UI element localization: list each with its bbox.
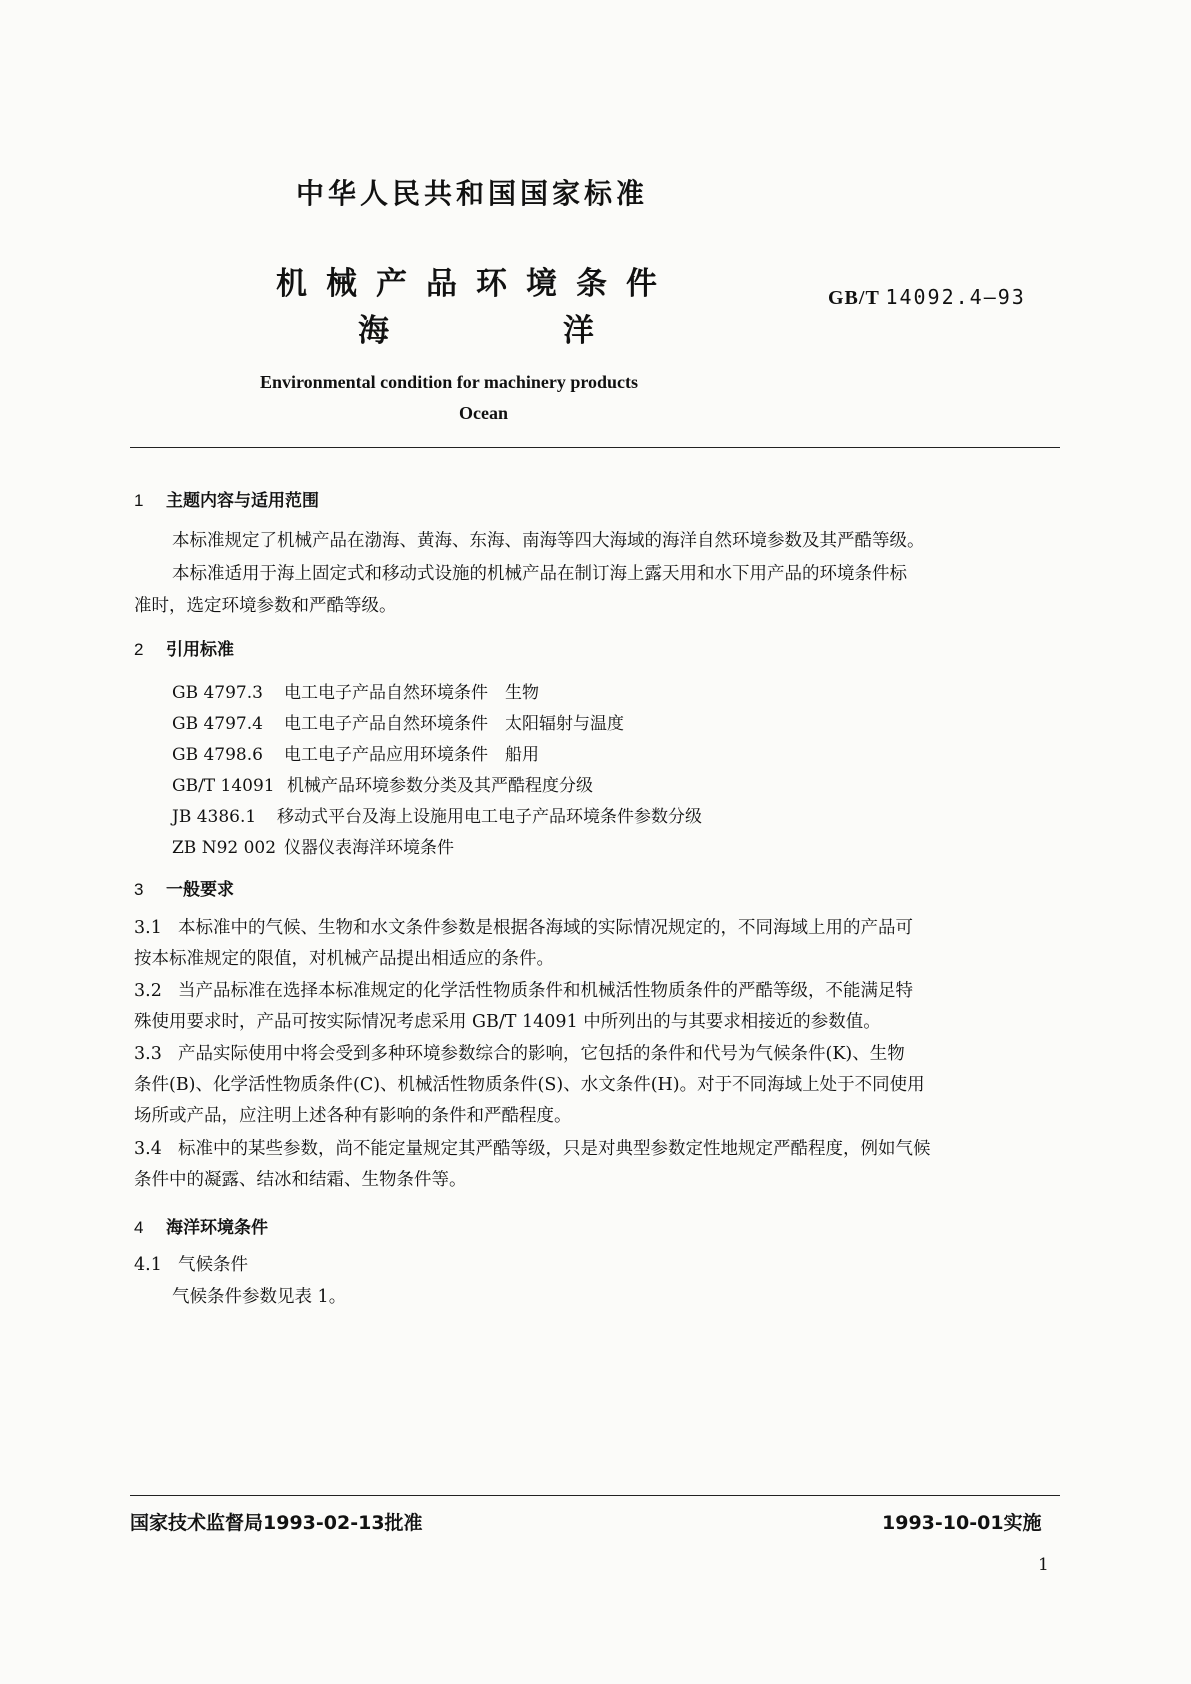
standard-code [828,285,1026,310]
section-number: 3 [134,880,144,899]
section-number: 4 [134,1218,144,1237]
standard-code-prefix: GB/T [828,287,880,309]
section-1-paragraph-2-line-1: 本标准适用于海上固定式和移动式设施的机械产品在制订海上露天用和水下用产品的环境条件标 [172,564,907,584]
section-4-heading [134,1213,268,1238]
reference-item [172,740,539,765]
reference-title: 机械产品环境参数分类及其严酷程度分级 [287,776,593,796]
section-title: 海洋环境条件 [166,1218,268,1238]
reference-code: JB 4386.1 [172,807,257,827]
document-title: 机械产品环境条件 [276,266,676,302]
section-1-paragraph-1: 本标准规定了机械产品在渤海、黄海、东海、南海等四大海域的海洋自然环境参数及其严酷等级。 [172,531,925,551]
clause-text: 当产品标准在选择本标准规定的化学活性物质条件和机械活性物质条件的严酷等级，不能满足特 [178,981,913,1001]
reference-title: 移动式平台及海上设施用电工电子产品环境条件参数分级 [277,807,702,827]
reference-code: GB/T 14091 [172,776,275,796]
section-1-paragraph-2-line-2: 准时，选定环境参数和严酷等级。 [134,596,397,616]
reference-title: 电工电子产品应用环境条件 船用 [284,745,539,765]
clause-3-1-line-2: 按本标准规定的限值，对机械产品提出相适应的条件。 [134,949,554,969]
document-subtitle-char-1: 海 [358,313,389,349]
reference-code: GB 4798.6 [172,745,263,765]
subsection-number: 4.1 [134,1255,162,1275]
reference-item [172,802,702,827]
clause-number: 3.2 [134,981,162,1001]
reference-title: 电工电子产品自然环境条件 生物 [284,683,539,703]
footer-divider [130,1495,1060,1496]
reference-code: GB 4797.3 [172,683,263,703]
reference-title: 仪器仪表海洋环境条件 [284,838,454,858]
reference-item [172,771,593,796]
section-number: 1 [134,491,144,510]
section-number: 2 [134,640,144,659]
clause-number: 3.3 [134,1044,162,1064]
reference-code: ZB N92 002 [172,838,277,858]
clause-text: 标准中的某些参数，尚不能定量规定其严酷等级，只是对典型参数定性地规定严酷程度，例如气候 [178,1139,931,1159]
english-subtitle: Ocean [459,403,508,423]
section-title: 引用标准 [166,640,234,660]
clause-3-4-line-2: 条件中的凝露、结冰和结霜、生物条件等。 [134,1170,467,1190]
section-title: 一般要求 [166,880,234,900]
clause-3-2-line-2: 殊使用要求时，产品可按实际情况考虑采用 GB/T 14091 中所列出的与其要求相接近的参数值。 [134,1012,881,1032]
national-standard-heading: 中华人民共和国国家标准 [296,177,649,210]
reference-item [172,678,539,703]
page-number: 1 [1038,1555,1049,1575]
header-divider [130,447,1060,448]
clause-text: 本标准中的气候、生物和水文条件参数是根据各海域的实际情况规定的，不同海域上用的产品可 [178,918,913,938]
clause-3-3-line-3: 场所或产品，应注明上述各种有影响的条件和严酷程度。 [134,1106,572,1126]
english-title: Environmental condition for machinery products [260,372,639,392]
clause-text: 产品实际使用中将会受到多种环境参数综合的影响，它包括的条件和代号为气候条件(K)、生物 [178,1044,905,1064]
clause-3-3-line-2: 条件(B)、化学活性物质条件(C)、机械活性物质条件(S)、水文条件(H)。对于不同海域上处于不同使用 [134,1075,925,1095]
reference-item [172,833,454,858]
section-title: 主题内容与适用范围 [166,491,319,511]
effective-date: 1993-10-01实施 [882,1512,1042,1534]
reference-item [172,709,624,734]
subsection-title: 气候条件 [178,1255,248,1275]
document-subtitle-char-2: 洋 [563,313,594,349]
subsection-4-1-heading [134,1249,248,1282]
section-3-heading [134,875,234,900]
clause-number: 3.4 [134,1139,162,1159]
standard-code-number: 14092.4—93 [885,285,1026,309]
section-1-heading [134,486,319,511]
clause-3-3-line-1 [134,1038,905,1071]
section-2-heading [134,635,234,660]
approval-date: 国家技术监督局1993-02-13批准 [130,1512,423,1534]
clause-3-4-line-1 [134,1133,931,1166]
clause-3-2-line-1 [134,975,913,1008]
reference-code: GB 4797.4 [172,714,263,734]
subsection-4-1-text: 气候条件参数见表 1。 [172,1287,347,1307]
clause-number: 3.1 [134,918,162,938]
clause-3-1-line-1 [134,912,913,945]
reference-title: 电工电子产品自然环境条件 太阳辐射与温度 [284,714,624,734]
